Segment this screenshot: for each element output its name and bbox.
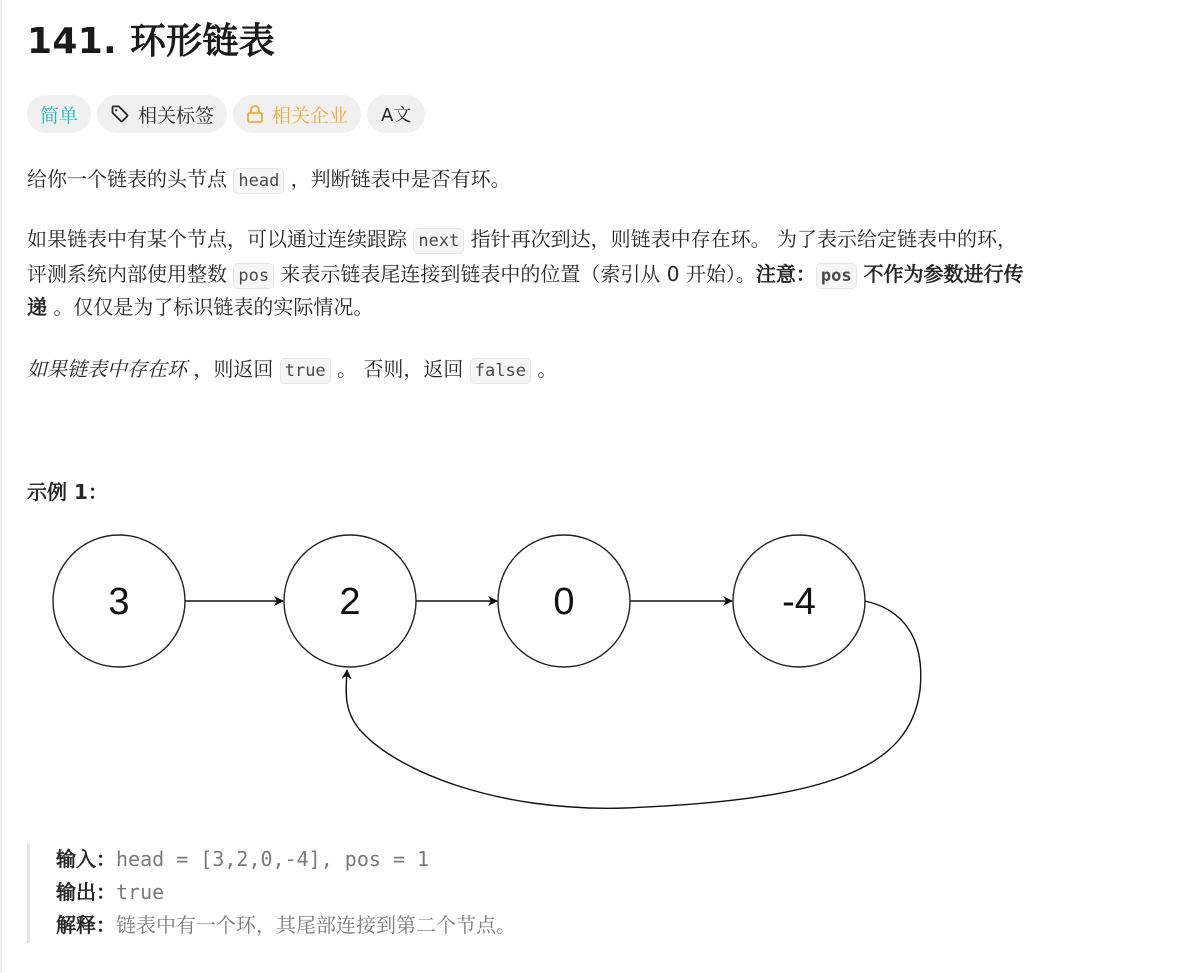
description-paragraph-2-line-1: 如果链表中有某个节点，可以通过连续跟踪 next 指针再次到达，则链表中存在环。 为了表示给定链表中的环，: [27, 222, 1017, 258]
example-1-title: 示例 1：: [27, 480, 108, 504]
inline-code-pos-2: pos: [816, 263, 857, 289]
linked-list-cycle-diagram: [25, 530, 925, 824]
description-paragraph-3: 如果链表中存在环 ，则返回 true 。 否则，返回 false 。: [27, 352, 557, 388]
example-input-value: head = [3,2,0,-4], pos = 1: [116, 847, 430, 871]
description-paragraph-2-line-2: 评测系统内部使用整数 pos 来表示链表尾连接到链表中的位置（索引从 0 开始）。注意： pos 不作为参数进行传: [27, 257, 1024, 293]
inline-code-pos: pos: [233, 263, 274, 289]
example-input-line: 输入：head = [3,2,0,-4], pos = 1: [56, 847, 430, 871]
related-companies-button[interactable]: [233, 95, 361, 133]
example-explanation-line: 解释：链表中有一个环，其尾部连接到第二个节点。: [56, 913, 516, 937]
related-companies-label: 相关企业: [272, 104, 349, 127]
description-paragraph-2-line-3: 递 。仅仅是为了标识链表的实际情况。: [27, 295, 374, 319]
lock-icon: [246, 104, 264, 124]
related-tags-label: 相关标签: [138, 104, 215, 127]
example-output-line: 输出：true: [56, 880, 165, 904]
inline-code-true: true: [280, 358, 331, 384]
description-paragraph-1: 给你一个链表的头节点 head ，判断链表中是否有环。: [27, 162, 511, 198]
problem-title: 141. 环形链表: [27, 21, 276, 62]
left-border: [0, 0, 2, 973]
inline-code-next: next: [413, 228, 464, 254]
node-value: 0: [553, 581, 575, 623]
difficulty-label: 简单: [40, 104, 79, 127]
note-label: 注意：: [755, 262, 816, 286]
node-value: 2: [339, 581, 361, 623]
node-value: -4: [782, 581, 816, 623]
node-value: 3: [108, 581, 130, 623]
example-explanation-value: 链表中有一个环，其尾部连接到第二个节点。: [116, 913, 516, 937]
tag-bar: [27, 95, 425, 133]
difficulty-badge[interactable]: [27, 95, 91, 133]
inline-code-false: false: [470, 358, 531, 384]
example-1-io-block: [27, 843, 516, 943]
tag-icon: [110, 104, 130, 124]
translate-button[interactable]: [367, 95, 425, 133]
inline-code-head: head: [233, 168, 284, 194]
related-tags-button[interactable]: [97, 95, 227, 133]
example-output-value: true: [116, 880, 165, 904]
translate-icon: A文: [381, 105, 412, 126]
